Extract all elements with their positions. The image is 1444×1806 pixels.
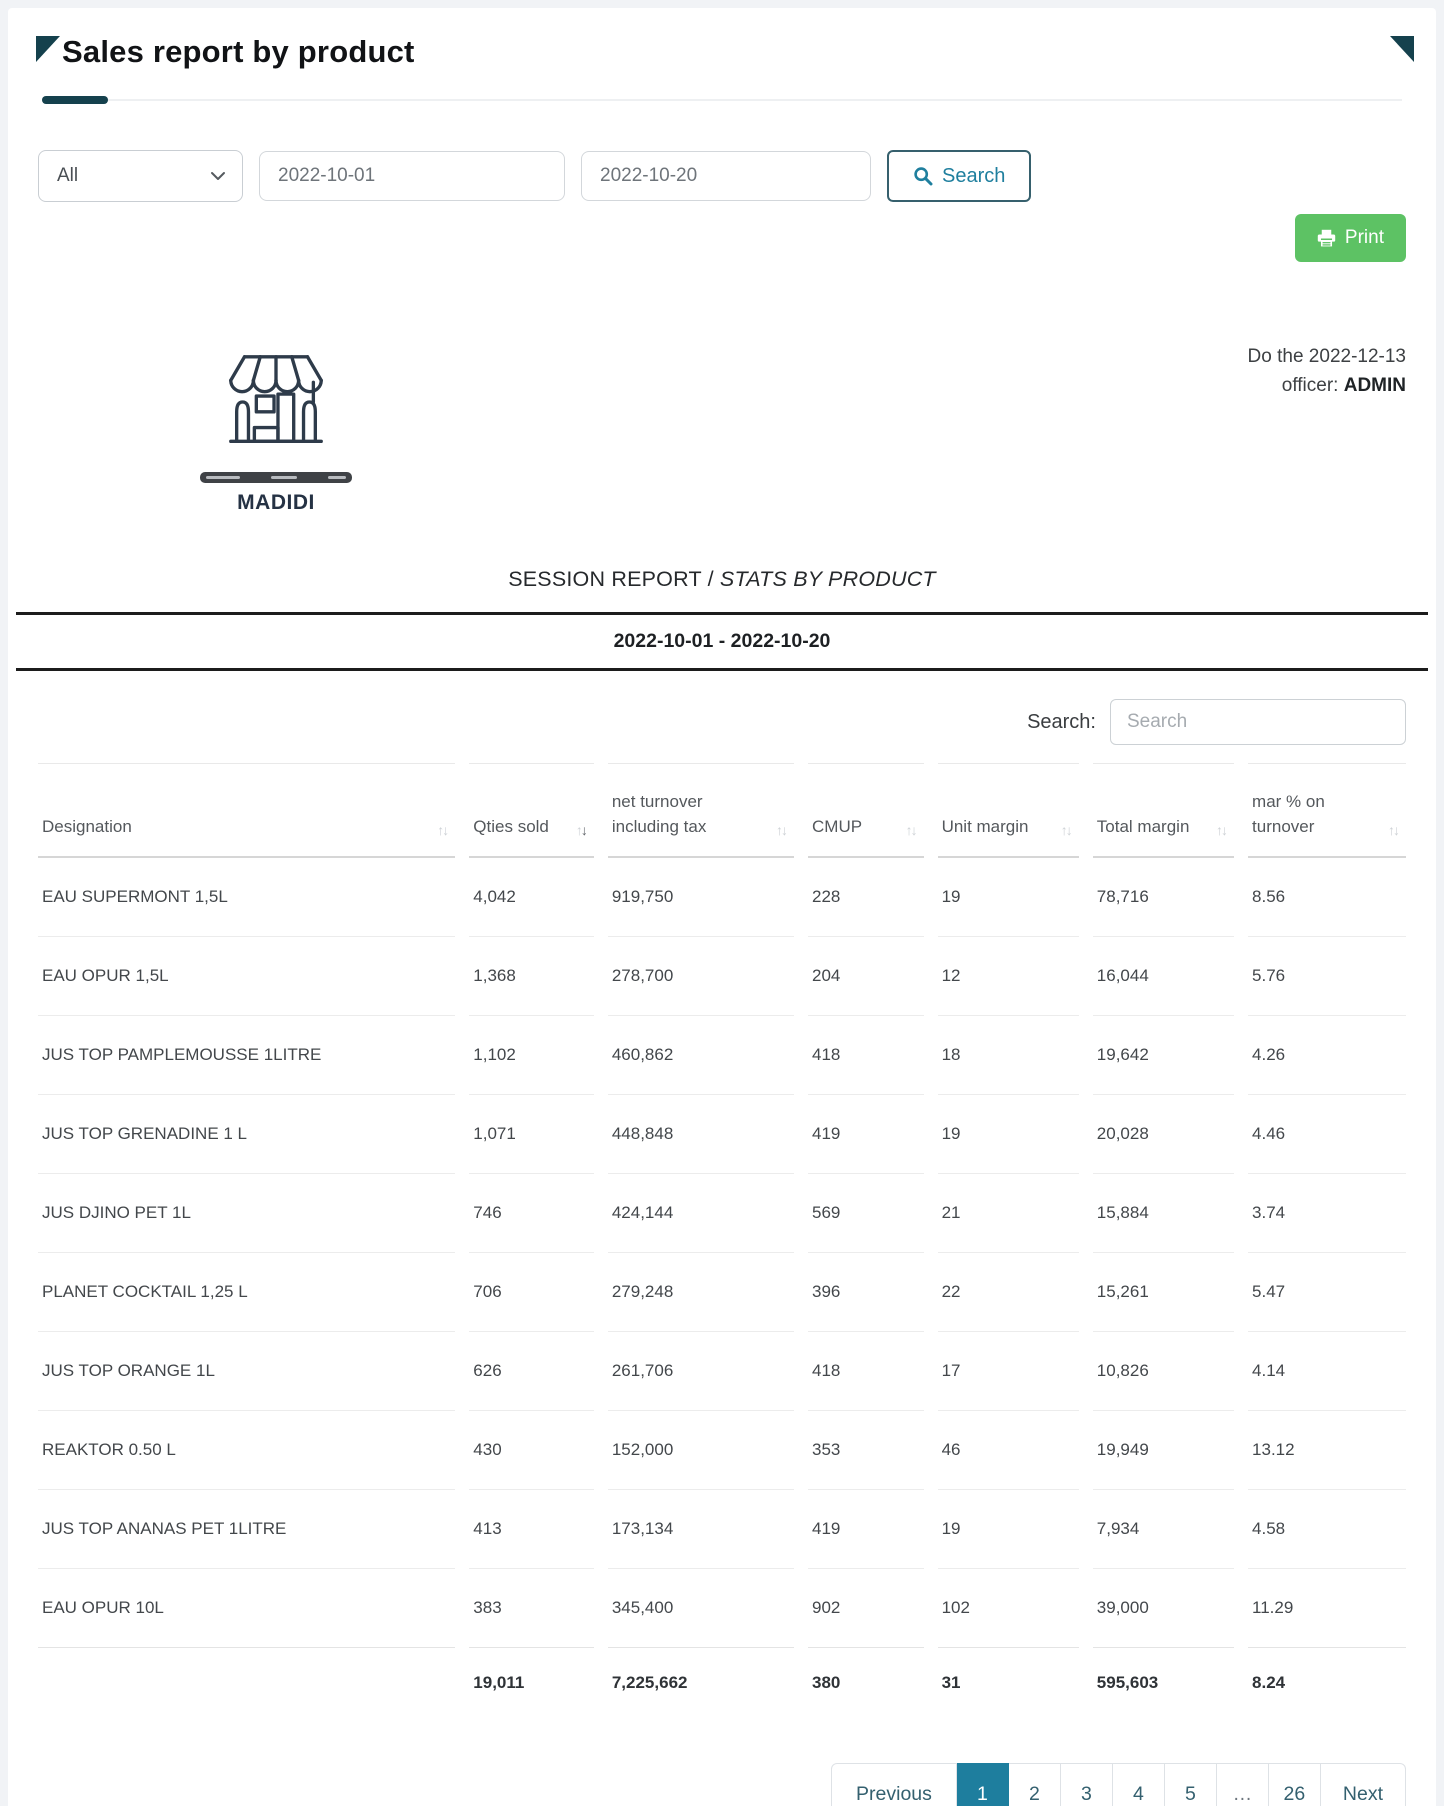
value-cell: 5.47	[1248, 1252, 1406, 1331]
column-header-designation[interactable]	[38, 763, 455, 858]
designation-cell: JUS DJINO PET 1L	[38, 1173, 455, 1252]
value-cell: 706	[469, 1252, 594, 1331]
value-cell: 5.76	[1248, 936, 1406, 1015]
date-from-input[interactable]	[259, 151, 565, 201]
value-cell: 17	[938, 1331, 1079, 1410]
value-cell: 261,706	[608, 1331, 794, 1410]
sort-arrows-icon: ↑↓	[437, 821, 448, 838]
column-header-cmup[interactable]	[808, 763, 924, 858]
total-cell	[38, 1647, 455, 1723]
value-cell: 902	[808, 1568, 924, 1647]
value-cell: 10,826	[1093, 1331, 1234, 1410]
value-cell: 4.26	[1248, 1015, 1406, 1094]
value-cell: 448,848	[608, 1094, 794, 1173]
value-cell: 383	[469, 1568, 594, 1647]
value-cell: 12	[938, 936, 1079, 1015]
column-label: CMUP	[812, 816, 863, 836]
table-row	[38, 1015, 1406, 1094]
designation-cell: EAU OPUR 10L	[38, 1568, 455, 1647]
pagination-page-2[interactable]: 2	[1009, 1763, 1061, 1806]
session-heading	[38, 567, 1406, 592]
title-underline	[38, 96, 1406, 104]
designation-cell: EAU OPUR 1,5L	[38, 936, 455, 1015]
pagination-page-26[interactable]: 26	[1269, 1763, 1321, 1806]
value-cell: 8.56	[1252, 887, 1286, 907]
report-date-line: Do the 2022-12-13	[1247, 346, 1406, 367]
table-body	[38, 858, 1406, 1647]
page-title: Sales report by product	[62, 34, 415, 69]
print-icon	[1317, 229, 1336, 248]
designation-cell: JUS TOP ANANAS PET 1LITRE	[38, 1489, 455, 1568]
column-header-mar-on-turnover[interactable]	[1248, 763, 1406, 858]
table-row	[38, 936, 1406, 1015]
table-row	[38, 1173, 1406, 1252]
column-label: Total margin	[1096, 816, 1190, 836]
officer-name: ADMIN	[1343, 375, 1406, 397]
value-cell: 1,368	[469, 936, 594, 1015]
column-header-unit-margin[interactable]	[938, 763, 1079, 858]
pagination-next[interactable]: Next	[1321, 1763, 1406, 1806]
total-cell: 8.24	[1248, 1647, 1406, 1723]
column-label: Unit margin	[941, 816, 1029, 836]
session-heading-main: SESSION REPORT /	[508, 567, 720, 591]
value-cell: 78,716	[1096, 887, 1149, 907]
value-cell: 15,884	[1093, 1173, 1234, 1252]
value-cell: 7,934	[1093, 1489, 1234, 1568]
column-header-total-margin[interactable]	[1093, 763, 1234, 858]
value-cell: 4.46	[1248, 1094, 1406, 1173]
table-row	[38, 1568, 1406, 1647]
value-cell: 204	[808, 936, 924, 1015]
filter-bar	[38, 150, 1406, 202]
value-cell: 22	[938, 1252, 1079, 1331]
sort-arrows-icon: ↑↓	[776, 821, 787, 838]
value-cell: 19	[938, 1094, 1079, 1173]
value-cell: 39,000	[1093, 1568, 1234, 1647]
value-cell: 20,028	[1093, 1094, 1234, 1173]
store-select-value: All	[57, 165, 79, 186]
designation-cell: JUS TOP PAMPLEMOUSSE 1LITRE	[38, 1015, 455, 1094]
total-cell: 19,011	[469, 1647, 594, 1723]
date-to-input[interactable]	[581, 151, 871, 201]
sales-table	[24, 763, 1420, 1723]
table-row	[38, 1094, 1406, 1173]
pagination-ellipsis[interactable]: …	[1217, 1763, 1269, 1806]
pagination-page-1[interactable]: 1	[957, 1763, 1009, 1806]
table-row	[38, 1252, 1406, 1331]
pagination-bar	[38, 1763, 1406, 1806]
watermark-bar	[200, 472, 352, 483]
search-button-label: Search	[942, 164, 1006, 187]
table-row	[38, 1331, 1406, 1410]
sort-arrows-icon: ↑↓	[1388, 821, 1398, 838]
search-button[interactable]	[887, 150, 1031, 202]
report-officer-line	[1248, 371, 1406, 400]
value-cell: 3.74	[1248, 1173, 1406, 1252]
table-totals-row	[38, 1647, 1406, 1723]
table-header-row	[38, 763, 1406, 858]
value-cell: 278,700	[608, 936, 794, 1015]
value-cell: 353	[808, 1410, 924, 1489]
value-cell: 228	[812, 887, 841, 907]
table-row	[38, 1489, 1406, 1568]
store-name: MADIDI	[237, 491, 315, 514]
value-cell: 746	[469, 1173, 594, 1252]
value-cell: 102	[938, 1568, 1079, 1647]
title-underline-track	[42, 99, 1402, 101]
total-cell: 7,225,662	[608, 1647, 794, 1723]
value-cell: 19,642	[1093, 1015, 1234, 1094]
value-cell: 424,144	[608, 1173, 794, 1252]
value-cell: 569	[808, 1173, 924, 1252]
designation-cell: PLANET COCKTAIL 1,25 L	[38, 1252, 455, 1331]
value-cell: 1,071	[469, 1094, 594, 1173]
value-cell: 396	[808, 1252, 924, 1331]
column-header-net-turnover-including-tax[interactable]	[608, 763, 794, 858]
title-underline-accent	[42, 96, 108, 104]
divider-bottom	[16, 668, 1428, 671]
corner-ribbon-left-icon	[36, 36, 60, 62]
designation-cell: EAU SUPERMONT 1,5L	[42, 887, 228, 907]
table-search-input[interactable]	[1110, 699, 1406, 745]
print-bar	[38, 214, 1406, 262]
table-search-label: Search:	[1027, 710, 1096, 733]
value-cell: 460,862	[608, 1015, 794, 1094]
sort-arrows-icon: ↑↓	[905, 821, 916, 838]
storefront-icon	[217, 346, 335, 458]
value-cell: 626	[469, 1331, 594, 1410]
value-cell: 11.29	[1248, 1568, 1406, 1647]
value-cell: 419	[808, 1489, 924, 1568]
designation-cell: REAKTOR 0.50 L	[38, 1410, 455, 1489]
column-label: net turnover including tax	[611, 792, 707, 836]
pagination	[831, 1763, 1406, 1806]
chevron-down-icon	[210, 171, 226, 181]
total-cell: 31	[938, 1647, 1079, 1723]
value-cell: 418	[808, 1331, 924, 1410]
column-label: mar % on turnover	[1252, 792, 1325, 836]
total-cell: 380	[808, 1647, 924, 1723]
officer-label: officer:	[1281, 375, 1344, 397]
value-cell: 345,400	[608, 1568, 794, 1647]
report-page	[8, 8, 1436, 1806]
pagination-previous[interactable]: Previous	[831, 1763, 957, 1806]
table-search-bar	[38, 699, 1406, 745]
designation-cell: JUS TOP GRENADINE 1 L	[38, 1094, 455, 1173]
sort-arrows-icon: ↑↓	[1060, 821, 1071, 838]
total-cell: 595,603	[1093, 1647, 1234, 1723]
value-cell: 4.14	[1248, 1331, 1406, 1410]
pagination-page-4[interactable]: 4	[1113, 1763, 1165, 1806]
value-cell: 13.12	[1248, 1410, 1406, 1489]
column-header-qties-sold[interactable]	[469, 763, 594, 858]
value-cell: 16,044	[1093, 936, 1234, 1015]
value-cell: 4,042	[473, 887, 516, 907]
value-cell: 19	[938, 1489, 1079, 1568]
report-meta	[1248, 342, 1406, 515]
value-cell: 19	[941, 887, 961, 907]
value-cell: 19,949	[1093, 1410, 1234, 1489]
report-date-range: 2022-10-01 - 2022-10-20	[613, 630, 831, 652]
table-row	[38, 858, 1406, 936]
value-cell: 418	[808, 1015, 924, 1094]
sort-arrows-icon: ↑↓	[1216, 821, 1227, 838]
column-label: Qties sold	[473, 816, 549, 836]
value-cell: 4.58	[1248, 1489, 1406, 1568]
value-cell: 1,102	[469, 1015, 594, 1094]
brand-block	[196, 346, 356, 515]
value-cell: 430	[469, 1410, 594, 1489]
value-cell: 21	[938, 1173, 1079, 1252]
table-row	[38, 1410, 1406, 1489]
search-icon	[913, 166, 933, 186]
column-label: Designation	[42, 816, 132, 836]
value-cell: 279,248	[608, 1252, 794, 1331]
designation-cell: JUS TOP ORANGE 1L	[38, 1331, 455, 1410]
value-cell: 46	[938, 1410, 1079, 1489]
print-button[interactable]	[1295, 214, 1406, 262]
print-button-label: Print	[1344, 227, 1384, 248]
store-select[interactable]	[38, 150, 243, 202]
value-cell: 152,000	[608, 1410, 794, 1489]
value-cell: 919,750	[611, 887, 674, 907]
divider-top	[16, 612, 1428, 615]
value-cell: 15,261	[1093, 1252, 1234, 1331]
value-cell: 18	[938, 1015, 1079, 1094]
pagination-page-3[interactable]: 3	[1061, 1763, 1113, 1806]
value-cell: 413	[469, 1489, 594, 1568]
report-header	[38, 308, 1406, 515]
value-cell: 419	[808, 1094, 924, 1173]
pagination-page-5[interactable]: 5	[1165, 1763, 1217, 1806]
value-cell: 173,134	[608, 1489, 794, 1568]
sort-arrows-icon: ↑↓	[575, 821, 586, 838]
session-heading-subtitle: STATS BY PRODUCT	[719, 567, 936, 591]
